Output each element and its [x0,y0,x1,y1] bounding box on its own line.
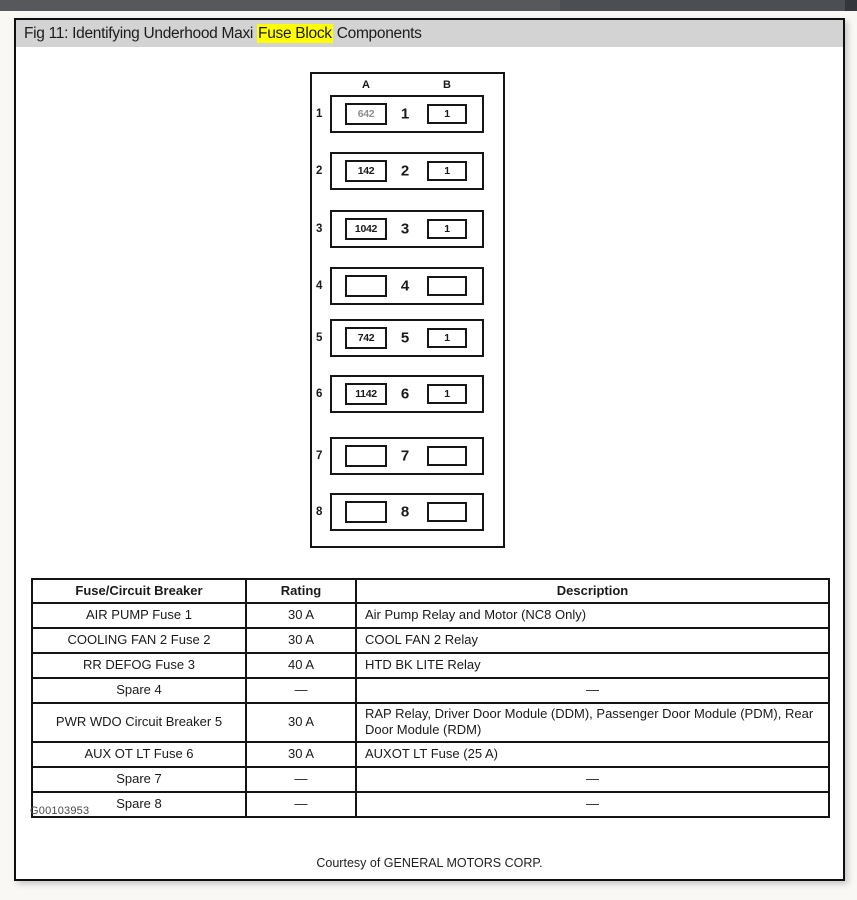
fuse-slot-a [345,445,387,467]
row-number-outer: 1 [316,108,323,120]
courtesy-line: Courtesy of GENERAL MOTORS CORP. [316,856,543,870]
row-number: 3 [400,220,410,238]
fuse-diagram-row [316,493,484,531]
row-number-outer: 4 [316,280,323,292]
row-number-outer: 5 [316,332,323,344]
fuse-slot-b [427,502,467,522]
row-number: 7 [400,447,410,465]
cell-description: RAP Relay, Driver Door Module (DDM), Passenger Door Module (PDM), Rear Door Module (RDM) [356,703,829,742]
fuse-table-row [32,792,829,817]
cell-rating: 30 A [246,703,356,742]
fuse-diagram-row [316,267,484,305]
cell-rating: — [246,767,356,792]
fuse-slot-a [345,275,387,297]
row-number: 1 [400,105,410,123]
fuse-diagram-row [316,210,484,248]
row-number-outer: 7 [316,450,323,462]
cell-fuse-circuit-breaker: Spare 4 [32,678,246,703]
cell-rating: — [246,792,356,817]
cell-description: AUXOT LT Fuse (25 A) [356,742,829,767]
fuse-slot-a: 742 [345,327,387,349]
cell-fuse-circuit-breaker: Spare 8 [32,792,246,817]
header-description: Description [356,579,829,603]
figure-title-suffix: Components [332,25,422,42]
row-number-outer: 6 [316,388,323,400]
column-a-label: A [362,79,370,91]
figure-title-bar [16,20,843,47]
fuse-table-row [32,767,829,792]
fuse-table-row [32,653,829,678]
fuse-slot-a: 142 [345,160,387,182]
figure-title-prefix: Fig 11: Identifying Underhood Maxi [24,25,258,42]
fuse-slot-a: 1042 [345,218,387,240]
header-fuse-circuit-breaker: Fuse/Circuit Breaker [32,579,246,603]
cell-rating: 30 A [246,628,356,653]
row-number: 5 [400,329,410,347]
row-number: 8 [400,503,410,521]
fuse-slot-b: 1 [427,384,467,404]
fuse-table [31,578,830,818]
cell-rating: 40 A [246,653,356,678]
fuse-diagram-row [316,437,484,475]
cell-rating: 30 A [246,603,356,628]
fuse-diagram-row [316,319,484,357]
cell-description: HTD BK LITE Relay [356,653,829,678]
cell-description: — [356,792,829,817]
cell-description: COOL FAN 2 Relay [356,628,829,653]
fuse-slot-b: 1 [427,161,467,181]
cell-fuse-circuit-breaker: AIR PUMP Fuse 1 [32,603,246,628]
cell-rating: 30 A [246,742,356,767]
window-top-bar [0,0,857,11]
cell-rating: — [246,678,356,703]
fuse-diagram-row [316,95,484,133]
cell-fuse-circuit-breaker: AUX OT LT Fuse 6 [32,742,246,767]
fuse-table-row [32,603,829,628]
figure-title-highlight: Fuse Block [258,25,332,42]
figure-id: G00103953 [30,805,90,817]
column-b-label: B [443,79,451,91]
fuse-block-diagram [310,72,505,548]
cell-description: Air Pump Relay and Motor (NC8 Only) [356,603,829,628]
fuse-table-row [32,742,829,767]
fuse-slot-b [427,276,467,296]
fuse-slot-b: 1 [427,219,467,239]
fuse-slot-b: 1 [427,104,467,124]
fuse-slot-a [345,501,387,523]
cell-description: — [356,678,829,703]
cell-fuse-circuit-breaker: PWR WDO Circuit Breaker 5 [32,703,246,742]
row-number-outer: 2 [316,165,323,177]
fuse-slot-b [427,446,467,466]
cell-fuse-circuit-breaker: RR DEFOG Fuse 3 [32,653,246,678]
fuse-slot-a: 642 [345,103,387,125]
figure-frame [14,18,845,881]
row-number: 6 [400,385,410,403]
row-number-outer: 8 [316,506,323,518]
cell-description: — [356,767,829,792]
window-top-bar-segment [560,0,845,11]
header-rating: Rating [246,579,356,603]
fuse-slot-b: 1 [427,328,467,348]
fuse-diagram-row [316,152,484,190]
fuse-diagram-row [316,375,484,413]
fuse-table-row [32,703,829,742]
fuse-table-row [32,628,829,653]
cell-fuse-circuit-breaker: COOLING FAN 2 Fuse 2 [32,628,246,653]
fuse-table-row [32,678,829,703]
row-number-outer: 3 [316,223,323,235]
window-top-bar-corner [845,0,857,11]
fuse-table-header-row [32,579,829,603]
row-number: 2 [400,162,410,180]
cell-fuse-circuit-breaker: Spare 7 [32,767,246,792]
fuse-slot-a: 1142 [345,383,387,405]
row-number: 4 [400,277,410,295]
